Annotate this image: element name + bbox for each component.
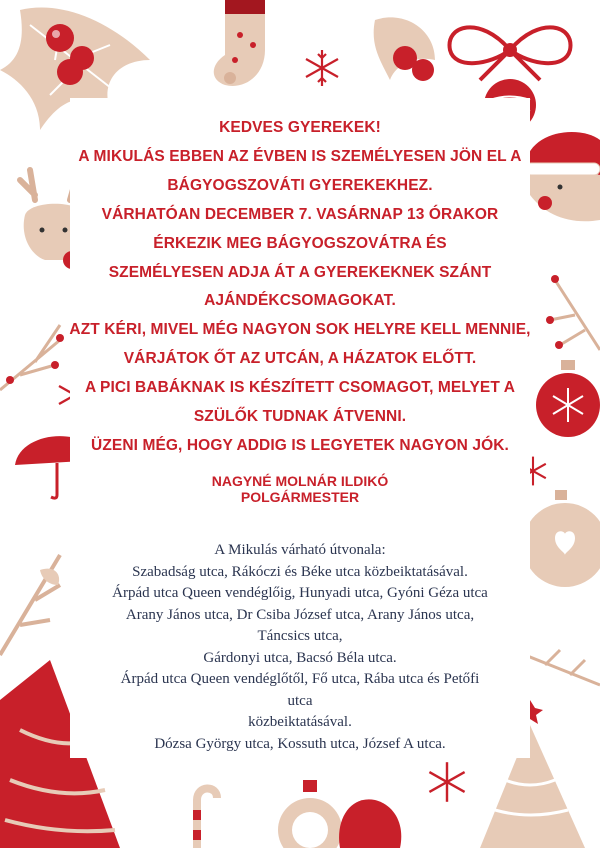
signature-title: POLGÁRMESTER <box>240 489 360 505</box>
route-line: Arany János utca, Dr Csiba József utca, Arany János utca, <box>125 606 475 623</box>
announcement-line: ÜZENI MÉG, HOGY ADDIG IS LEGYETEK NAGYON JÓK. <box>91 436 509 454</box>
route-line: Dózsa György utca, Kossuth utca, József A utca. <box>154 735 446 752</box>
announcement-line: KEDVES GYEREKEK! <box>219 119 381 136</box>
route-heading: A Mikulás várható útvonala: <box>214 542 386 558</box>
announcement-line: A MIKULÁS EBBEN AZ ÉVBEN IS SZEMÉLYESEN JÖN EL A <box>78 147 522 165</box>
announcement-line: VÁRJÁTOK ŐT AZ UTCÁN, A HÁZATOK ELŐTT. <box>123 350 477 368</box>
route-line: Szabadság utca, Rákóczi és Béke utca közbeiktatásával. <box>132 563 468 580</box>
signature <box>60 473 540 505</box>
route-line: Árpád utca Queen vendéglőtől, Fő utca, Rába utca és Petőfi <box>120 671 480 687</box>
branch-icon <box>545 265 600 355</box>
announcement-line: ÉRKEZIK MEG BÁGYOGSZOVÁTRA ÉS <box>153 234 447 252</box>
snowflake-ornament-icon <box>535 360 600 445</box>
announcement-line: SZEMÉLYESEN ADJA ÁT A GYEREKEKNEK SZÁNT <box>108 263 492 281</box>
holly-icon <box>365 10 445 90</box>
announcement-line: AZT KÉRI, MIVEL MÉG NAGYON SOK HELYRE KELL MENNIE, <box>69 321 531 339</box>
snowflake-icon <box>425 760 469 804</box>
route-line: Árpád utca Queen vendéglőig, Hunyadi utca, Gyóni Géza utca <box>112 585 488 601</box>
announcement <box>60 114 540 461</box>
route-line: Gárdonyi utca, Bacsó Béla utca. <box>203 649 397 666</box>
announcement-line: A PICI BABÁKNAK IS KÉSZÍTETT CSOMAGOT, MELYET A <box>84 379 516 397</box>
announcement-line: AJÁNDÉKCSOMAGOKAT. <box>204 292 396 310</box>
announcement-line: BÁGYOGSZOVÁTI GYEREKEKHEZ. <box>167 176 433 194</box>
candy-cane-icon <box>185 780 225 848</box>
snowflake-icon <box>302 48 342 88</box>
sock-icon <box>205 0 295 100</box>
route-section <box>60 540 540 755</box>
announcement-line: SZÜLŐK TUDNAK ÁTVENNI. <box>193 408 407 426</box>
route-line: közbeiktatásával. <box>248 714 352 730</box>
mitten-icon <box>330 790 410 848</box>
announcement-line: VÁRHATÓAN DECEMBER 7. VASÁRNAP 13 ÓRAKOR <box>101 205 499 223</box>
route-line: Táncsics utca, <box>257 628 343 644</box>
signature-name: NAGYNÉ MOLNÁR ILDIKÓ <box>211 473 389 489</box>
route-line: utca <box>287 692 313 709</box>
